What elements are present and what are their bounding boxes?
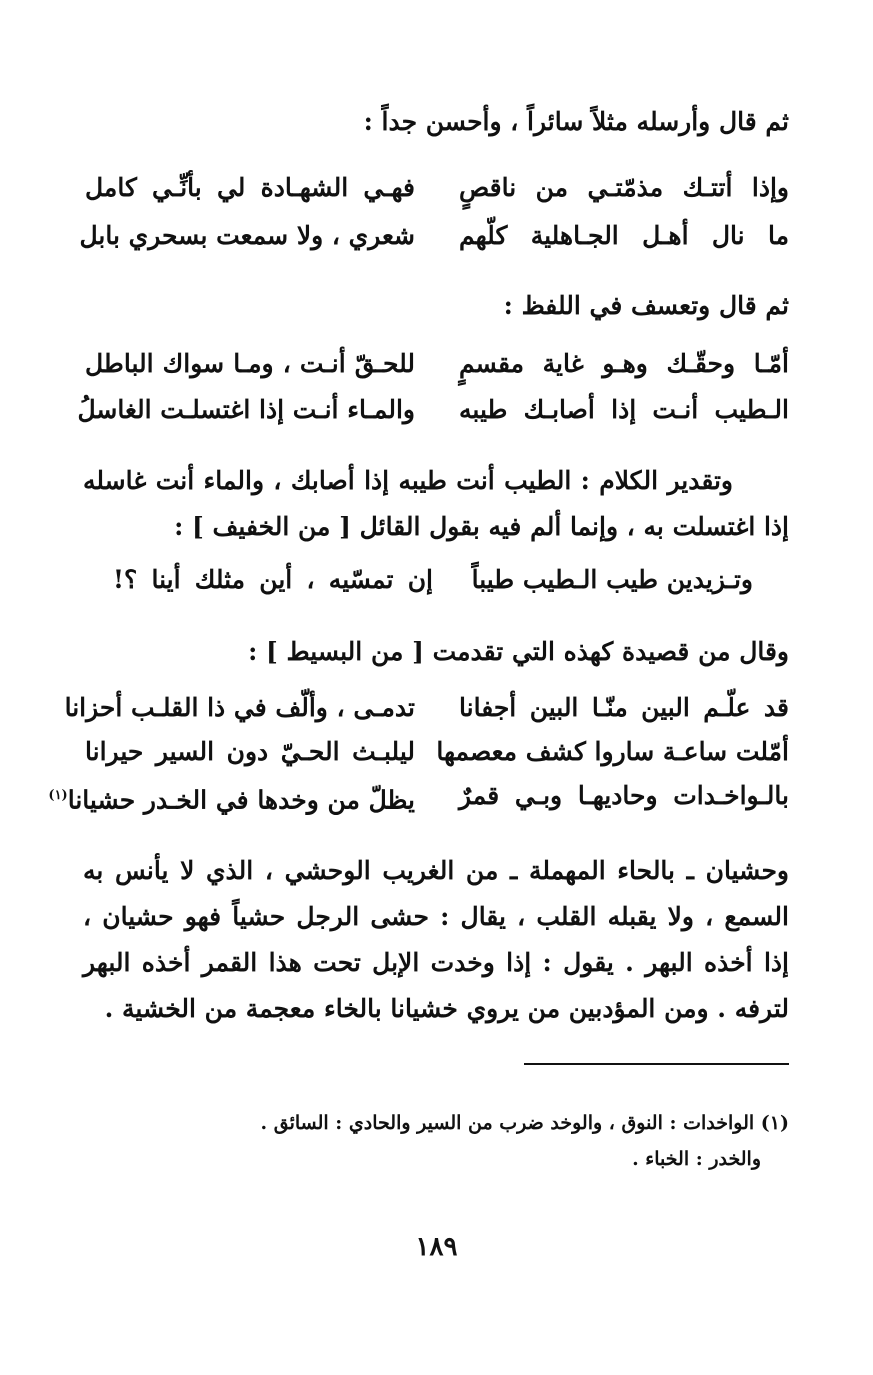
intro-line-2: ثم قال وتعسف في اللفظ : (503, 291, 789, 320)
footnote-divider (524, 1063, 789, 1065)
commentary-text: وحشيان ـ بالحاء المهملة ـ من الغريب الوحشي ، الذي لا يأنس به السمع ، ولا يقبله القلب ، يقال : حشى الرجل حشياً فهو حشيان ، إذا أخذه البهر . يقول : إذا وخدت الإبل تحت هذا القمر أخذه البهر لترفه . ومن المؤدبين من يروي خشيانا بالخاء معجمة من الخشية . (83, 856, 789, 1023)
verse-3-left: إن تمسّيه ، أين مثلك أينا ؟! (113, 565, 433, 594)
verse-2-1-right: أمّـا وحقّـك وهـو غاية مقسمٍ (459, 349, 789, 378)
commentary-paragraph (83, 848, 789, 1032)
verse-4-3-right: بالـواخـدات وحاديهـا وبـي قمرٌ (459, 781, 789, 810)
verse-1-2-right: ما نال أهـل الجـاهلية كلّهم (459, 221, 789, 250)
verse-3-right: وتـزيدين طيب الـطيب طيباً (471, 565, 753, 594)
verse-4-2-right: أمّلت ساعـة ساروا كشف معصمها (436, 737, 789, 766)
verse-4-1-right: قد علّـم البين منّـا البين أجفانا (459, 693, 789, 722)
verse-1-1-right: وإذا أتتـك مذمّتـي من ناقصٍ (459, 173, 789, 202)
verse-1-2-left: شعري ، ولا سمعت بسحري بابل (79, 221, 415, 250)
verse-2-2-right: الـطيب أنـت إذا أصابـك طيبه (459, 395, 789, 424)
explanation-paragraph (83, 458, 789, 550)
verse-4-1-left: تدمـى ، وألّف في ذا القلـب أحزانا (64, 693, 415, 722)
footnote-ref: (١) (48, 788, 68, 803)
explanation-text: وتقدير الكلام : الطيب أنت طيبه إذا أصابك ، والماء أنت غاسله إذا اغتسلت به ، وإنما ألم فيه بقول القائل [ من الخفيف ] : (83, 466, 789, 541)
footnote-1-cont: والخدر : الخباء . (632, 1148, 761, 1170)
intro-line-4: وقال من قصيدة كهذه التي تقدمت [ من البسيط ] : (248, 637, 789, 666)
verse-4-3-left-text: يظلّ من وخدها في الخـدر حشيانا (67, 785, 415, 815)
intro-line-1: ثم قال وأرسله مثلاً سائراً ، وأحسن جداً : (363, 107, 789, 136)
verse-1-1-left: فهـي الشهـادة لي بأنِّـي كامل (85, 173, 415, 202)
verse-2-1-left: للحـقّ أنـت ، ومـا سواك الباطل (85, 349, 415, 378)
verse-4-3-left (48, 778, 415, 818)
page-number: ١٨٩ (415, 1232, 458, 1262)
footnote-1: (١) الواخدات : النوق ، والوخد ضرب من السير والحادي : السائق . (260, 1112, 789, 1134)
verse-2-2-left: والمـاء أنـت إذا اغتسلـت الغاسلُ (77, 395, 415, 424)
verse-4-2-left: ليلبـث الحـيّ دون السير حيرانا (85, 737, 415, 766)
